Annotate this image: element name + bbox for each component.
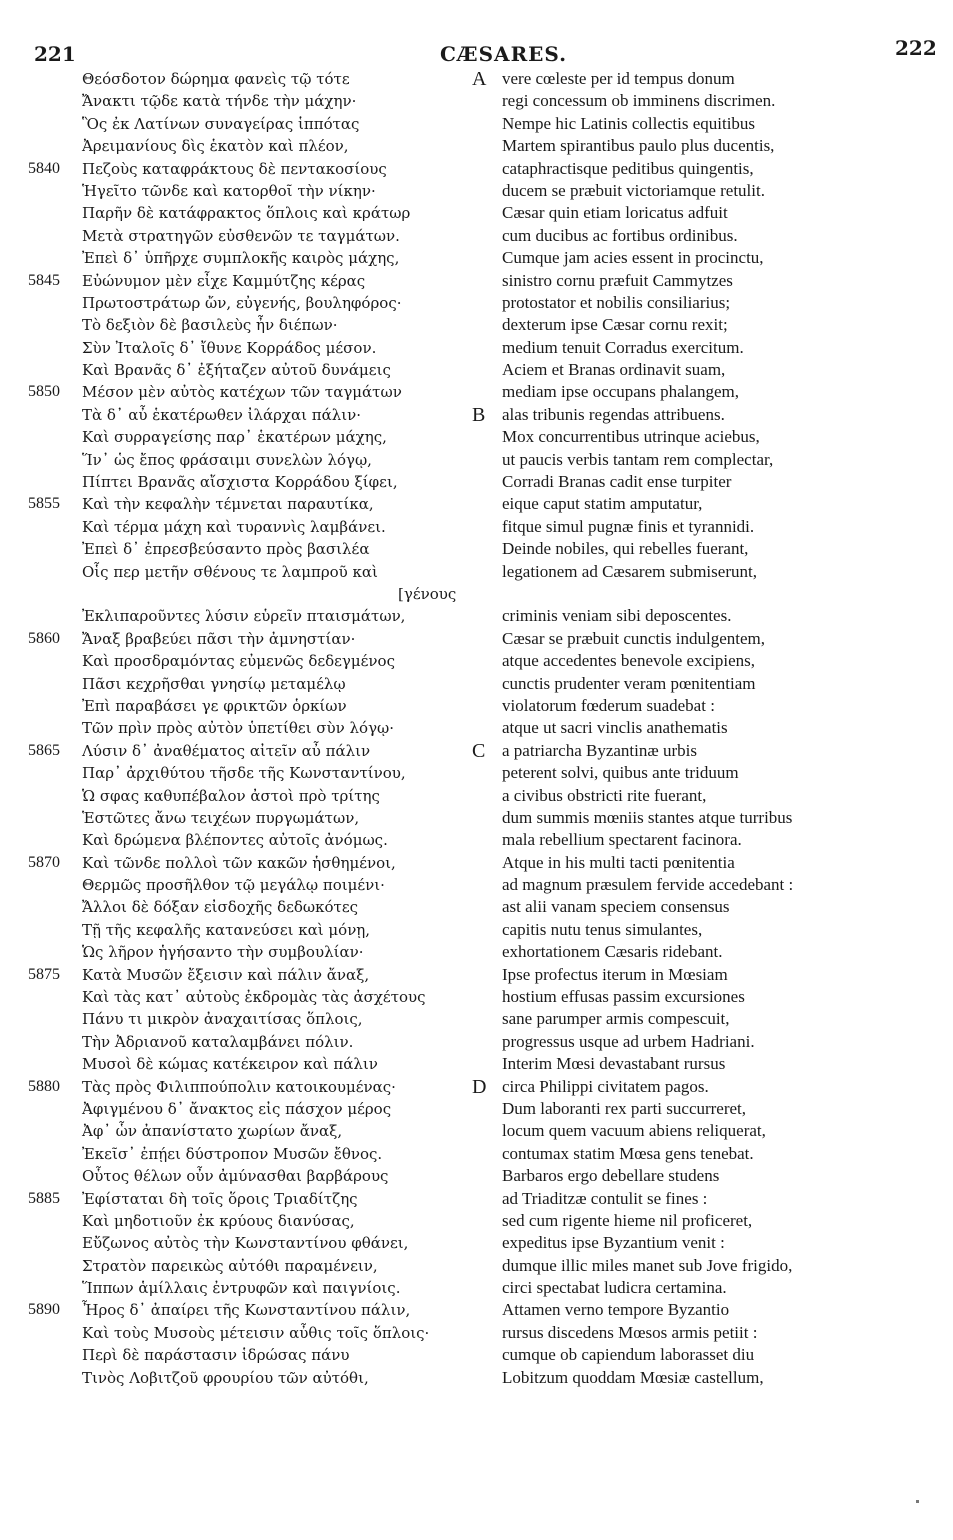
greek-verse-line (28, 426, 498, 448)
latin-verse-line (468, 135, 948, 157)
latin-verse-text: Cumque jam acies essent in procinctu, (502, 248, 764, 268)
latin-verse-line (468, 449, 948, 471)
greek-verse-text: Θερμῶς προσῆλθον τῷ μεγάλῳ ποιμένι· (82, 876, 385, 895)
latin-verse-text: cumque ob capiendum laborasset diu (502, 1345, 755, 1365)
greek-verse-text: Μετὰ στρατηγῶν εὐσθενῶν τε ταγμάτων. (82, 226, 400, 245)
greek-verse-text: Ἐφίσταται δὴ τοῖς ὅροις Τριαδίτζης (82, 1189, 358, 1208)
greek-verse-line (28, 1255, 498, 1277)
line-number: 5870 (28, 853, 60, 871)
latin-verse-text: atque ut sacri vinclis anathematis (502, 718, 728, 738)
greek-verse-text: Καὶ προσδραμόντας εὐμενῶς δεδεγμένος (82, 652, 395, 671)
latin-verse-line (468, 583, 948, 605)
greek-verse-text: Καὶ τὰς κατ᾽ αὐτοὺς ἐκδρομὰς τὰς ἀσχέτους (82, 988, 426, 1007)
greek-verse-line (28, 986, 498, 1008)
greek-verse-text: Πίπτει Βρανᾶς αἴσχιστα Κορράδου ξίφει, (82, 473, 398, 492)
latin-verse-line (468, 919, 948, 941)
greek-verse-line (28, 158, 498, 180)
greek-verse-line (28, 583, 498, 605)
page-speck (916, 1500, 919, 1503)
greek-verse-text: Τὴν Ἀδριανοῦ καταλαμβάνει πόλιν. (82, 1032, 354, 1051)
latin-verse-line (468, 561, 948, 583)
latin-verse-line (468, 538, 948, 560)
greek-verse-text: Πεζοὺς καταφράκτους δὲ πεντακοσίους (82, 159, 387, 178)
greek-verse-line (28, 829, 498, 851)
greek-verse-text: Περὶ δὲ παράστασιν ἱδρώσας πάνυ (82, 1346, 350, 1365)
latin-verse-line (468, 673, 948, 695)
latin-verse-text: Attamen verno tempore Byzantio (502, 1300, 730, 1320)
greek-verse-line (28, 874, 498, 896)
greek-verse-text: Ἄλλοι δὲ δόξαν εἰσδοχῆς δεδωκότες (82, 898, 359, 917)
greek-verse-line (28, 919, 498, 941)
greek-verse-line (28, 807, 498, 829)
latin-verse-line (468, 292, 948, 314)
greek-verse-text: Εὐώνυμον μὲν εἶχε Καμμύτζης κέρας (82, 271, 366, 290)
latin-verse-line (468, 941, 948, 963)
latin-verse-line (468, 829, 948, 851)
greek-verse-text: Ὡς λῆρον ἡγήσαντο τὴν συμβουλίαν· (82, 943, 364, 962)
latin-verse-text: Martem spirantibus paulo plus ducentis, (502, 136, 775, 156)
latin-verse-line (468, 628, 948, 650)
greek-verse-text: Παρ᾽ ἀρχιθύτου τῆσδε τῆς Κωνσταντίνου, (82, 764, 406, 783)
latin-verse-text: a patriarcha Byzantinæ urbis (502, 740, 697, 760)
latin-verse-line (468, 1053, 948, 1075)
latin-verse-line (468, 158, 948, 180)
greek-verse-line (28, 650, 498, 672)
latin-verse-line (468, 1322, 948, 1344)
latin-verse-text: medium tenuit Corradus exercitum. (502, 337, 744, 357)
greek-verse-text: Τινὸς Λοβιτζοῦ φρουρίου τῶν αὐτόθι, (82, 1368, 369, 1387)
latin-verse-text: progressus usque ad urbem Hadriani. (502, 1031, 755, 1051)
greek-verse-line (28, 68, 498, 90)
greek-verse-line (28, 1076, 498, 1098)
greek-verse-text: [γένους (398, 584, 457, 603)
greek-verse-text: Ἄναξ βραβεύει πᾶσι τὴν ἀμνηστίαν· (82, 629, 356, 648)
greek-verse-text: Ἐπὶ παραβάσει γε φρικτῶν ὁρκίων (82, 696, 347, 715)
greek-verse-line (28, 270, 498, 292)
latin-verse-line (468, 695, 948, 717)
latin-verse-text: a civibus obstricti rite fuerant, (502, 785, 707, 805)
greek-verse-line (28, 673, 498, 695)
latin-verse-line (468, 1008, 948, 1030)
latin-verse-line (468, 986, 948, 1008)
latin-verse-text: Lobitzum quoddam Mœsiæ castellum, (502, 1367, 764, 1387)
latin-verse-text: ducem se præbuit victoriamque retulit. (502, 180, 765, 200)
section-marker: A (472, 68, 487, 90)
line-number: 5860 (28, 629, 60, 647)
greek-verse-line (28, 247, 498, 269)
greek-verse-text: Ἐπεὶ δ᾽ ὑπῆρχε συμπλοκῆς καιρὸς μάχης, (82, 249, 400, 268)
latin-verse-text: fitque simul pugnæ finis et tyrannidi. (502, 516, 755, 536)
greek-verse-line (28, 202, 498, 224)
greek-verse-text: Ὃς ἐκ Λατίνων συναγείρας ἱππότας (82, 114, 360, 133)
latin-verse-line (468, 426, 948, 448)
greek-verse-text: Πᾶσι κεχρῆσθαι γνησίῳ μεταμέλῳ (82, 674, 346, 693)
latin-verse-line (468, 896, 948, 918)
greek-verse-line (28, 1210, 498, 1232)
latin-verse-text: violatorum fœderum suadebat : (502, 695, 715, 715)
greek-text-column (28, 68, 498, 1389)
latin-verse-line (468, 1120, 948, 1142)
greek-verse-text: Ἐκλιπαροῦντες λύσιν εὑρεῖν πταισμάτων, (82, 607, 406, 626)
greek-verse-text: Τῶν πρὶν πρὸς αὐτὸν ὑπετίθει σὺν λόγῳ· (82, 719, 395, 738)
latin-verse-line (468, 852, 948, 874)
latin-verse-text: cum ducibus ac fortibus ordinibus. (502, 225, 738, 245)
greek-verse-line (28, 1277, 498, 1299)
greek-verse-text: Τὰ δ᾽ αὖ ἑκατέρωθεν ἰλάρχαι πάλιν· (82, 405, 362, 424)
latin-verse-text: Atque in his multi tacti pœnitentia (502, 852, 735, 872)
latin-verse-text: Deinde nobiles, qui rebelles fuerant, (502, 539, 749, 559)
latin-verse-text: Cæsar se præbuit cunctis indulgentem, (502, 628, 765, 648)
greek-verse-text: Μέσον μὲν αὐτὸς κατέχων τῶν ταγμάτων (82, 383, 402, 402)
greek-verse-text: Σὺν Ἰταλοῖς δ᾽ ἴθυνε Κορράδος μέσον. (82, 338, 377, 357)
greek-verse-text: Καὶ τέρμα μάχη καὶ τυραννὶς λαμβάνει. (82, 517, 386, 536)
greek-verse-line (28, 471, 498, 493)
greek-verse-line (28, 516, 498, 538)
latin-verse-line (468, 90, 948, 112)
latin-verse-line (468, 359, 948, 381)
greek-verse-line (28, 1188, 498, 1210)
greek-verse-text: Καὶ τὴν κεφαλὴν τέμνεται παραυτίκα, (82, 495, 374, 514)
latin-verse-line (468, 1232, 948, 1254)
greek-verse-line (28, 740, 498, 762)
greek-verse-text: Ἑστῶτες ἄνω τειχέων πυργωμάτων, (82, 808, 360, 827)
greek-verse-line (28, 180, 498, 202)
latin-verse-line (468, 381, 948, 403)
latin-verse-line (468, 493, 948, 515)
latin-verse-text: circi spectabat ludicra certamina. (502, 1278, 727, 1298)
greek-verse-line (28, 941, 498, 963)
greek-verse-text: Λύσιν δ᾽ ἀναθέματος αἰτεῖν αὖ πάλιν (82, 741, 371, 760)
greek-verse-line (28, 1344, 498, 1366)
latin-verse-text: alas tribunis regendas attribuens. (502, 404, 725, 424)
latin-verse-text: Corradi Branas cadit ense turpiter (502, 472, 732, 492)
greek-verse-line (28, 717, 498, 739)
latin-verse-text: Barbaros ergo debellare studens (502, 1166, 720, 1186)
latin-verse-text: cunctis prudenter veram pœnitentiam (502, 673, 756, 693)
greek-verse-text: Θεόσδοτον δώρημα φανεὶς τῷ τότε (82, 70, 350, 88)
latin-verse-line (468, 1277, 948, 1299)
page-number-left: 221 (34, 42, 76, 66)
line-number: 5840 (28, 159, 60, 177)
greek-verse-text: Τὰς πρὸς Φιλιππούπολιν κατοικουμένας· (82, 1077, 396, 1096)
greek-verse-text: Καὶ τοὺς Μυσοὺς μέτεισιν αὖθις τοῖς ὅπλοις· (82, 1323, 430, 1342)
line-number: 5845 (28, 271, 60, 289)
latin-verse-line (468, 1165, 948, 1187)
greek-verse-text: Καὶ μηδοτιοῦν ἐκ κρύους διανύσας, (82, 1211, 355, 1230)
latin-verse-line (468, 202, 948, 224)
latin-verse-line (468, 1367, 948, 1389)
line-number: 5850 (28, 383, 60, 401)
greek-verse-line (28, 964, 498, 986)
latin-verse-line (468, 1344, 948, 1366)
greek-verse-text: Οἷς περ μετῆν σθένους τε λαμπροῦ καὶ (82, 562, 378, 581)
page-number-right: 222 (895, 36, 937, 60)
greek-verse-text: Ἦρος δ᾽ ἀπαίρει τῆς Κωνσταντίνου πάλιν, (82, 1301, 411, 1320)
greek-verse-text: Ἄνακτι τῷδε κατὰ τήνδε τὴν μάχην· (82, 92, 357, 111)
latin-verse-line (468, 964, 948, 986)
greek-verse-line (28, 1031, 498, 1053)
latin-verse-text: Dum laboranti rex parti succurreret, (502, 1098, 747, 1118)
greek-verse-line (28, 1232, 498, 1254)
greek-verse-text: Ἀφ᾽ ὧν ἀπανίστατο χωρίων ἄναξ, (82, 1122, 343, 1141)
latin-verse-text: circa Philippi civitatem pagos. (502, 1076, 709, 1096)
latin-verse-text: dexterum ipse Cæsar cornu rexit; (502, 315, 728, 335)
latin-verse-text: dum summis mœniis stantes atque turribus (502, 807, 793, 827)
greek-verse-line (28, 337, 498, 359)
greek-verse-text: Καὶ δρώμενα βλέποντες αὐτοῖς ἀνόμως. (82, 831, 388, 850)
greek-verse-line (28, 292, 498, 314)
latin-verse-text: sinistro cornu præfuit Cammytzes (502, 270, 733, 290)
line-number: 5890 (28, 1301, 60, 1319)
latin-verse-text: hostium effusas passim excursiones (502, 987, 745, 1007)
latin-verse-line (468, 180, 948, 202)
latin-verse-line (468, 762, 948, 784)
greek-verse-line (28, 1008, 498, 1030)
greek-verse-text: Οὗτος θέλων οὖν ἀμύνασθαι βαρβάρους (82, 1167, 389, 1186)
greek-verse-line (28, 1143, 498, 1165)
latin-verse-line (468, 1255, 948, 1277)
latin-verse-line (468, 874, 948, 896)
latin-verse-line (468, 471, 948, 493)
line-number: 5875 (28, 965, 60, 983)
latin-verse-text: contumax statim Mœsa gens tenebat. (502, 1143, 754, 1163)
greek-verse-line (28, 1165, 498, 1187)
latin-verse-text: expeditus ipse Byzantium venit : (502, 1233, 725, 1253)
greek-verse-line (28, 852, 498, 874)
latin-verse-text: Aciem et Branas ordinavit suam, (502, 360, 726, 380)
greek-verse-line (28, 90, 498, 112)
greek-verse-text: Πάνυ τι μικρὸν ἀναχαιτίσας ὅπλοις, (82, 1010, 363, 1029)
page-header (0, 36, 953, 66)
greek-verse-line (28, 896, 498, 918)
greek-verse-line (28, 628, 498, 650)
greek-verse-line (28, 538, 498, 560)
line-number: 5865 (28, 741, 60, 759)
latin-verse-line (468, 740, 948, 762)
greek-verse-line (28, 381, 498, 403)
greek-verse-line (28, 135, 498, 157)
greek-verse-line (28, 605, 498, 627)
latin-verse-text: sed cum rigente hieme nil proficeret, (502, 1210, 753, 1230)
latin-verse-line (468, 68, 948, 90)
greek-verse-line (28, 449, 498, 471)
latin-verse-text: ast alii vanam speciem consensus (502, 897, 730, 917)
latin-verse-text: eique caput statim amputatur, (502, 494, 703, 514)
latin-verse-text: ad magnum præsulem fervide accedebant : (502, 875, 794, 895)
greek-verse-text: Ἀφιγμένου δ᾽ ἄνακτος εἰς πάσχον μέρος (82, 1099, 392, 1118)
latin-verse-text: Interim Mœsi devastabant rursus (502, 1054, 726, 1074)
greek-verse-line (28, 404, 498, 426)
greek-verse-text: Καὶ τῶνδε πολλοὶ τῶν κακῶν ἡσθημένοι, (82, 853, 396, 872)
greek-verse-line (28, 1299, 498, 1321)
section-marker: C (472, 739, 486, 762)
latin-verse-line (468, 314, 948, 336)
latin-verse-line (468, 247, 948, 269)
latin-verse-text: Cæsar quin etiam loricatus adfuit (502, 203, 728, 223)
latin-text-column (468, 68, 948, 1389)
greek-verse-text: Ἀρειμανίους δὶς ἑκατὸν καὶ πλέον, (82, 137, 349, 156)
greek-verse-line (28, 1053, 498, 1075)
latin-verse-line (468, 225, 948, 247)
greek-verse-line (28, 314, 498, 336)
greek-verse-line (28, 359, 498, 381)
greek-verse-text: Τῇ τῆς κεφαλῆς κατανεύσει καὶ μόνῃ, (82, 920, 371, 939)
greek-verse-text: Εὔζωνος αὐτὸς τὴν Κωνσταντίνου φθάνει, (82, 1234, 409, 1253)
latin-verse-line (468, 1031, 948, 1053)
latin-verse-text: sane parumper armis compescuit, (502, 1009, 730, 1029)
latin-verse-text: exhortationem Cæsaris ridebant. (502, 942, 723, 962)
greek-verse-line (28, 225, 498, 247)
latin-verse-line (468, 1098, 948, 1120)
latin-verse-text: regi concessum ob imminens discrimen. (502, 91, 776, 111)
line-number: 5855 (28, 495, 60, 513)
greek-verse-line (28, 493, 498, 515)
greek-verse-line (28, 1120, 498, 1142)
greek-verse-line (28, 785, 498, 807)
line-number: 5885 (28, 1189, 60, 1207)
latin-verse-line (468, 785, 948, 807)
greek-verse-line (28, 1367, 498, 1389)
latin-verse-text: dumque illic miles manet sub Jove frigido, (502, 1255, 793, 1275)
greek-verse-text: Ἐπεὶ δ᾽ ἐπρεσβεύσαντο πρὸς βασιλέα (82, 540, 370, 559)
latin-verse-text: ad Triaditzæ contulit se fines : (502, 1188, 708, 1208)
latin-verse-text: criminis veniam sibi deposcentes. (502, 606, 732, 626)
latin-verse-text: ut paucis verbis tantam rem complectar, (502, 449, 774, 469)
latin-verse-text: Ipse profectus iterum in Mœsiam (502, 964, 728, 984)
latin-verse-text: vere cœleste per id tempus donum (502, 69, 735, 88)
greek-verse-line (28, 1322, 498, 1344)
greek-verse-text: Ἐκεῖσ᾽ ἐπῄει δύστροπον Μυσῶν ἔθνος. (82, 1144, 383, 1163)
greek-verse-text: Ὡ σφας καθυπέβαλον ἀστοὶ πρὸ τρίτης (82, 786, 380, 805)
latin-verse-line (468, 337, 948, 359)
latin-verse-line (468, 1299, 948, 1321)
latin-verse-line (468, 807, 948, 829)
greek-verse-text: Παρῆν δὲ κατάφρακτος ὅπλοις καὶ κράτωρ (82, 204, 411, 223)
greek-verse-text: Μυσοὶ δὲ κώμας κατέκειρον καὶ πάλιν (82, 1055, 378, 1074)
latin-verse-line (468, 404, 948, 426)
greek-verse-text: Ἡγεῖτο τῶνδε καὶ κατορθοῖ τὴν νίκην· (82, 181, 376, 200)
greek-verse-line (28, 1098, 498, 1120)
latin-verse-line (468, 1188, 948, 1210)
latin-verse-text: Mox concurrentibus utrinque aciebus, (502, 427, 760, 447)
latin-verse-text: rursus discedens Mœsos armis petiit : (502, 1322, 758, 1342)
latin-verse-line (468, 516, 948, 538)
latin-verse-line (468, 113, 948, 135)
latin-verse-line (468, 605, 948, 627)
greek-verse-line (28, 695, 498, 717)
latin-verse-text: capitis nutu tenus simulantes, (502, 919, 703, 939)
greek-verse-text: Καὶ συρραγείσης παρ᾽ ἑκατέρων μάχης, (82, 428, 387, 447)
greek-verse-text: Κατὰ Μυσῶν ἔξεισιν καὶ πάλιν ἄναξ, (82, 965, 370, 984)
greek-verse-text: Τὸ δεξιὸν δὲ βασιλεὺς ἦν διέπων· (82, 316, 338, 335)
latin-verse-line (468, 1210, 948, 1232)
latin-verse-text: protostator et nobilis consiliarius; (502, 292, 731, 312)
latin-verse-line (468, 270, 948, 292)
latin-verse-line (468, 1143, 948, 1165)
greek-verse-text: Ἵν᾽ ὡς ἔπος φράσαιμι συνελὼν λόγῳ, (82, 450, 372, 469)
greek-verse-text: Καὶ Βρανᾶς δ᾽ ἐξήταζεν αὐτοῦ δυνάμεις (82, 361, 391, 380)
latin-verse-text: Nempe hic Latinis collectis equitibus (502, 113, 756, 133)
line-number: 5880 (28, 1077, 60, 1095)
latin-verse-text: mala rebellium spectarent facinora. (502, 830, 742, 850)
section-marker: D (472, 1075, 487, 1098)
latin-verse-line (468, 650, 948, 672)
latin-verse-text: legationem ad Cæsarem submiserunt, (502, 561, 757, 581)
latin-verse-text: mediam ipse occupans phalangem, (502, 382, 739, 402)
greek-verse-text: Ἵππων ἁμίλλαις ἐντρυφῶν καὶ παιγνίοις. (82, 1279, 401, 1298)
greek-verse-line (28, 113, 498, 135)
latin-verse-text: peterent solvi, quibus ante triduum (502, 763, 739, 783)
greek-verse-text: Πρωτοστράτωρ ὤν, εὐγενής, βουληφόρος· (82, 293, 402, 312)
latin-verse-line (468, 717, 948, 739)
latin-verse-text: cataphractisque peditibus quingentis, (502, 158, 754, 178)
latin-verse-text: atque accedentes benevole excipiens, (502, 651, 755, 671)
greek-verse-text: Στρατὸν παρεικὼς αὐτόθι παραμένειν, (82, 1256, 378, 1275)
latin-verse-text: locum quem vacuum abiens reliquerat, (502, 1121, 766, 1141)
latin-verse-line (468, 1076, 948, 1098)
greek-verse-line (28, 762, 498, 784)
section-marker: B (472, 403, 486, 426)
greek-verse-line (28, 561, 498, 583)
running-title: CÆSARES. (440, 42, 568, 66)
